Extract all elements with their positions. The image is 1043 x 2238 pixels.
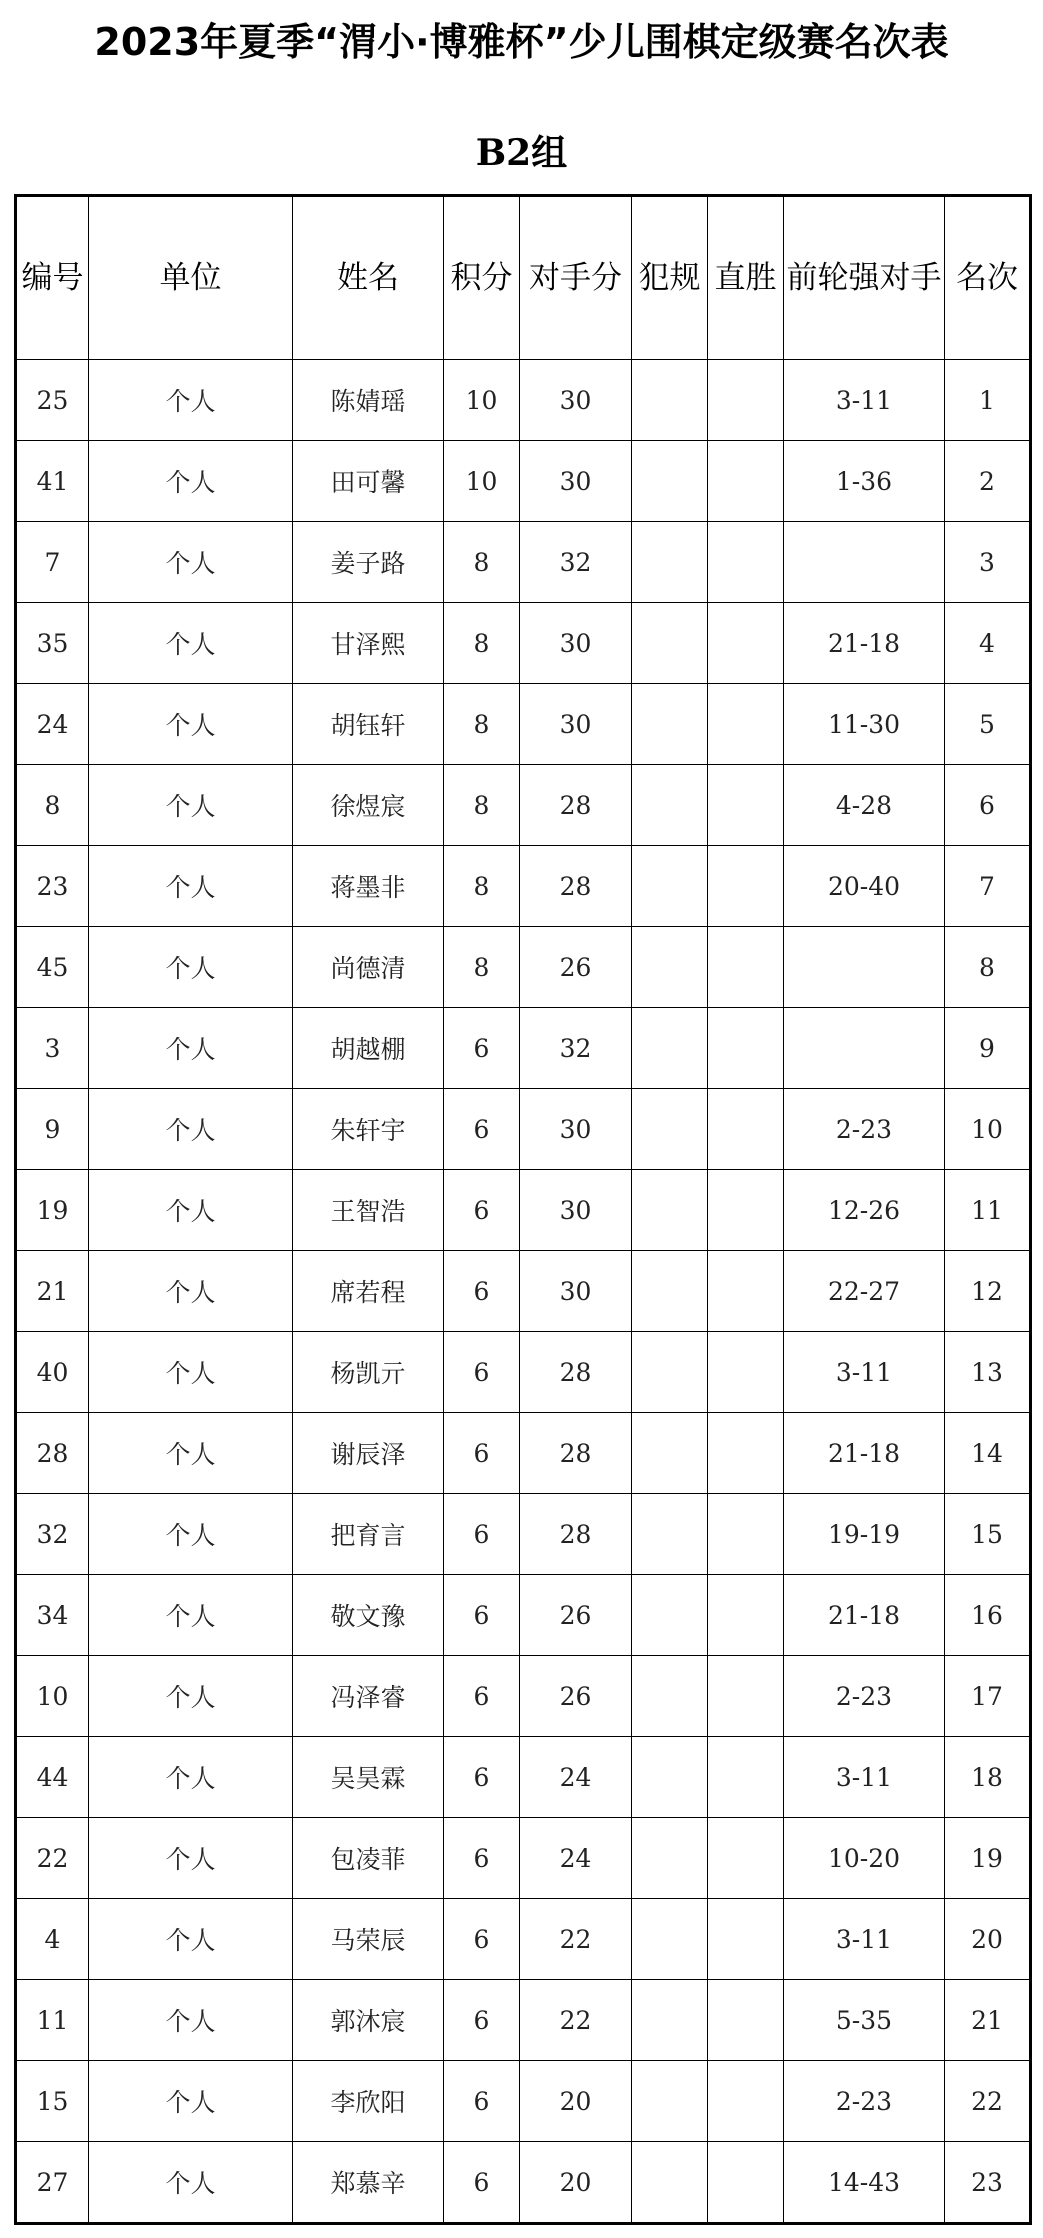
rank-cell: 6 xyxy=(945,765,1031,846)
direct-win-cell xyxy=(708,603,784,684)
fouls-cell xyxy=(632,1332,708,1413)
direct-win-cell xyxy=(708,1737,784,1818)
unit-cell: 个人 xyxy=(89,360,293,441)
table-row xyxy=(16,927,1031,1008)
table-row xyxy=(16,1008,1031,1089)
points-cell: 6 xyxy=(444,1332,520,1413)
number-cell: 7 xyxy=(16,522,89,603)
opponent-score-cell: 32 xyxy=(520,522,632,603)
table-row xyxy=(16,1656,1031,1737)
direct-win-cell xyxy=(708,684,784,765)
number-cell: 10 xyxy=(16,1656,89,1737)
header-direct-win: 直胜 xyxy=(708,196,784,360)
header-points: 积分 xyxy=(444,196,520,360)
unit-cell: 个人 xyxy=(89,1980,293,2061)
number-cell: 4 xyxy=(16,1899,89,1980)
opponent-score-cell: 26 xyxy=(520,1656,632,1737)
direct-win-cell xyxy=(708,1899,784,1980)
ranking-table xyxy=(14,194,1032,2225)
strongest-opponent-cell: 2-23 xyxy=(784,1656,945,1737)
points-cell: 8 xyxy=(444,927,520,1008)
strongest-opponent-cell: 14-43 xyxy=(784,2142,945,2224)
direct-win-cell xyxy=(708,522,784,603)
opponent-score-cell: 30 xyxy=(520,1089,632,1170)
table-row xyxy=(16,522,1031,603)
opponent-score-cell: 28 xyxy=(520,846,632,927)
rank-cell: 11 xyxy=(945,1170,1031,1251)
name-cell: 李欣阳 xyxy=(293,2061,444,2142)
opponent-score-cell: 30 xyxy=(520,1170,632,1251)
fouls-cell xyxy=(632,360,708,441)
name-cell: 郭沐宸 xyxy=(293,1980,444,2061)
table-row xyxy=(16,1494,1031,1575)
rank-cell: 5 xyxy=(945,684,1031,765)
unit-cell: 个人 xyxy=(89,1737,293,1818)
number-cell: 22 xyxy=(16,1818,89,1899)
rank-cell: 3 xyxy=(945,522,1031,603)
strongest-opponent-cell xyxy=(784,1008,945,1089)
name-cell: 郑慕辛 xyxy=(293,2142,444,2224)
header-fouls: 犯规 xyxy=(632,196,708,360)
unit-cell: 个人 xyxy=(89,522,293,603)
direct-win-cell xyxy=(708,927,784,1008)
name-cell: 陈婧瑶 xyxy=(293,360,444,441)
fouls-cell xyxy=(632,1089,708,1170)
fouls-cell xyxy=(632,846,708,927)
name-cell: 席若程 xyxy=(293,1251,444,1332)
unit-cell: 个人 xyxy=(89,1332,293,1413)
name-cell: 徐煜宸 xyxy=(293,765,444,846)
fouls-cell xyxy=(632,1008,708,1089)
unit-cell: 个人 xyxy=(89,1575,293,1656)
points-cell: 6 xyxy=(444,1818,520,1899)
opponent-score-cell: 20 xyxy=(520,2061,632,2142)
table-row xyxy=(16,1170,1031,1251)
name-cell: 胡越棚 xyxy=(293,1008,444,1089)
rank-cell: 7 xyxy=(945,846,1031,927)
unit-cell: 个人 xyxy=(89,846,293,927)
opponent-score-cell: 28 xyxy=(520,1494,632,1575)
name-cell: 杨凯亓 xyxy=(293,1332,444,1413)
rank-cell: 12 xyxy=(945,1251,1031,1332)
number-cell: 27 xyxy=(16,2142,89,2224)
table-row xyxy=(16,684,1031,765)
fouls-cell xyxy=(632,1656,708,1737)
table-row xyxy=(16,603,1031,684)
rank-cell: 16 xyxy=(945,1575,1031,1656)
opponent-score-cell: 30 xyxy=(520,1251,632,1332)
name-cell: 田可馨 xyxy=(293,441,444,522)
direct-win-cell xyxy=(708,2142,784,2224)
name-cell: 包凌菲 xyxy=(293,1818,444,1899)
direct-win-cell xyxy=(708,1332,784,1413)
unit-cell: 个人 xyxy=(89,927,293,1008)
number-cell: 21 xyxy=(16,1251,89,1332)
points-cell: 6 xyxy=(444,1008,520,1089)
rank-cell: 2 xyxy=(945,441,1031,522)
strongest-opponent-cell: 3-11 xyxy=(784,360,945,441)
name-cell: 甘泽熙 xyxy=(293,603,444,684)
opponent-score-cell: 28 xyxy=(520,765,632,846)
number-cell: 44 xyxy=(16,1737,89,1818)
points-cell: 8 xyxy=(444,603,520,684)
number-cell: 45 xyxy=(16,927,89,1008)
fouls-cell xyxy=(632,1980,708,2061)
points-cell: 8 xyxy=(444,522,520,603)
rank-cell: 17 xyxy=(945,1656,1031,1737)
opponent-score-cell: 28 xyxy=(520,1332,632,1413)
table-row xyxy=(16,765,1031,846)
unit-cell: 个人 xyxy=(89,1170,293,1251)
direct-win-cell xyxy=(708,1089,784,1170)
direct-win-cell xyxy=(708,1818,784,1899)
fouls-cell xyxy=(632,1494,708,1575)
rank-cell: 19 xyxy=(945,1818,1031,1899)
number-cell: 23 xyxy=(16,846,89,927)
table-row xyxy=(16,1575,1031,1656)
table-row xyxy=(16,360,1031,441)
direct-win-cell xyxy=(708,1170,784,1251)
opponent-score-cell: 26 xyxy=(520,927,632,1008)
points-cell: 6 xyxy=(444,1251,520,1332)
strongest-opponent-cell xyxy=(784,522,945,603)
fouls-cell xyxy=(632,2061,708,2142)
rank-cell: 22 xyxy=(945,2061,1031,2142)
name-cell: 敬文豫 xyxy=(293,1575,444,1656)
number-cell: 34 xyxy=(16,1575,89,1656)
fouls-cell xyxy=(632,1413,708,1494)
direct-win-cell xyxy=(708,360,784,441)
unit-cell: 个人 xyxy=(89,1899,293,1980)
rank-cell: 18 xyxy=(945,1737,1031,1818)
table-row xyxy=(16,1413,1031,1494)
strongest-opponent-cell: 21-18 xyxy=(784,1413,945,1494)
name-cell: 马荣辰 xyxy=(293,1899,444,1980)
strongest-opponent-cell: 10-20 xyxy=(784,1818,945,1899)
strongest-opponent-cell: 1-36 xyxy=(784,441,945,522)
fouls-cell xyxy=(632,1737,708,1818)
rank-cell: 4 xyxy=(945,603,1031,684)
rank-cell: 20 xyxy=(945,1899,1031,1980)
opponent-score-cell: 22 xyxy=(520,1980,632,2061)
number-cell: 32 xyxy=(16,1494,89,1575)
direct-win-cell xyxy=(708,765,784,846)
number-cell: 9 xyxy=(16,1089,89,1170)
number-cell: 28 xyxy=(16,1413,89,1494)
name-cell: 吴昊霖 xyxy=(293,1737,444,1818)
unit-cell: 个人 xyxy=(89,684,293,765)
number-cell: 40 xyxy=(16,1332,89,1413)
strongest-opponent-cell: 3-11 xyxy=(784,1332,945,1413)
name-cell: 胡钰轩 xyxy=(293,684,444,765)
fouls-cell xyxy=(632,1899,708,1980)
fouls-cell xyxy=(632,2142,708,2224)
fouls-cell xyxy=(632,1251,708,1332)
group-title: B2组 xyxy=(475,132,568,174)
table-body xyxy=(16,360,1031,2224)
unit-cell: 个人 xyxy=(89,1494,293,1575)
rank-cell: 9 xyxy=(945,1008,1031,1089)
points-cell: 6 xyxy=(444,1170,520,1251)
table-row xyxy=(16,441,1031,522)
direct-win-cell xyxy=(708,1251,784,1332)
number-cell: 35 xyxy=(16,603,89,684)
table-row xyxy=(16,1737,1031,1818)
table-row xyxy=(16,1251,1031,1332)
points-cell: 6 xyxy=(444,1494,520,1575)
fouls-cell xyxy=(632,603,708,684)
table-row xyxy=(16,1899,1031,1980)
table-row xyxy=(16,846,1031,927)
number-cell: 15 xyxy=(16,2061,89,2142)
direct-win-cell xyxy=(708,1008,784,1089)
table-row xyxy=(16,2061,1031,2142)
unit-cell: 个人 xyxy=(89,441,293,522)
header-name: 姓名 xyxy=(293,196,444,360)
strongest-opponent-cell: 22-27 xyxy=(784,1251,945,1332)
points-cell: 6 xyxy=(444,1575,520,1656)
rank-cell: 15 xyxy=(945,1494,1031,1575)
header-strongest-opponent: 前轮强对手 xyxy=(784,196,945,360)
name-cell: 姜子路 xyxy=(293,522,444,603)
header-number: 编号 xyxy=(16,196,89,360)
header-opponent-score: 对手分 xyxy=(520,196,632,360)
strongest-opponent-cell: 2-23 xyxy=(784,1089,945,1170)
opponent-score-cell: 28 xyxy=(520,1413,632,1494)
strongest-opponent-cell: 5-35 xyxy=(784,1980,945,2061)
points-cell: 6 xyxy=(444,1980,520,2061)
unit-cell: 个人 xyxy=(89,1089,293,1170)
number-cell: 25 xyxy=(16,360,89,441)
name-cell: 谢辰泽 xyxy=(293,1413,444,1494)
points-cell: 6 xyxy=(444,1413,520,1494)
name-cell: 蒋墨非 xyxy=(293,846,444,927)
opponent-score-cell: 22 xyxy=(520,1899,632,1980)
rank-cell: 1 xyxy=(945,360,1031,441)
table-header-row xyxy=(16,196,1031,360)
strongest-opponent-cell: 19-19 xyxy=(784,1494,945,1575)
strongest-opponent-cell: 11-30 xyxy=(784,684,945,765)
points-cell: 8 xyxy=(444,846,520,927)
unit-cell: 个人 xyxy=(89,1413,293,1494)
page-title: 2023年夏季“渭小·博雅杯”少儿围棋定级赛名次表 xyxy=(94,20,949,64)
unit-cell: 个人 xyxy=(89,1818,293,1899)
strongest-opponent-cell: 20-40 xyxy=(784,846,945,927)
header-unit: 单位 xyxy=(89,196,293,360)
direct-win-cell xyxy=(708,1413,784,1494)
name-cell: 朱轩宇 xyxy=(293,1089,444,1170)
direct-win-cell xyxy=(708,1575,784,1656)
direct-win-cell xyxy=(708,846,784,927)
table-row xyxy=(16,2142,1031,2224)
table-row xyxy=(16,1332,1031,1413)
strongest-opponent-cell: 4-28 xyxy=(784,765,945,846)
strongest-opponent-cell: 21-18 xyxy=(784,1575,945,1656)
rank-cell: 8 xyxy=(945,927,1031,1008)
unit-cell: 个人 xyxy=(89,2061,293,2142)
table-row xyxy=(16,1818,1031,1899)
fouls-cell xyxy=(632,684,708,765)
rank-cell: 21 xyxy=(945,1980,1031,2061)
direct-win-cell xyxy=(708,1656,784,1737)
direct-win-cell xyxy=(708,1980,784,2061)
rank-cell: 13 xyxy=(945,1332,1031,1413)
strongest-opponent-cell: 12-26 xyxy=(784,1170,945,1251)
direct-win-cell xyxy=(708,441,784,522)
opponent-score-cell: 30 xyxy=(520,360,632,441)
fouls-cell xyxy=(632,1575,708,1656)
number-cell: 41 xyxy=(16,441,89,522)
name-cell: 把育言 xyxy=(293,1494,444,1575)
opponent-score-cell: 32 xyxy=(520,1008,632,1089)
strongest-opponent-cell: 3-11 xyxy=(784,1899,945,1980)
rank-cell: 10 xyxy=(945,1089,1031,1170)
number-cell: 8 xyxy=(16,765,89,846)
unit-cell: 个人 xyxy=(89,765,293,846)
direct-win-cell xyxy=(708,2061,784,2142)
name-cell: 尚德清 xyxy=(293,927,444,1008)
number-cell: 19 xyxy=(16,1170,89,1251)
fouls-cell xyxy=(632,765,708,846)
strongest-opponent-cell xyxy=(784,927,945,1008)
number-cell: 11 xyxy=(16,1980,89,2061)
points-cell: 6 xyxy=(444,2061,520,2142)
points-cell: 8 xyxy=(444,765,520,846)
fouls-cell xyxy=(632,1818,708,1899)
unit-cell: 个人 xyxy=(89,2142,293,2224)
strongest-opponent-cell: 2-23 xyxy=(784,2061,945,2142)
opponent-score-cell: 30 xyxy=(520,603,632,684)
table-row xyxy=(16,1089,1031,1170)
direct-win-cell xyxy=(708,1494,784,1575)
unit-cell: 个人 xyxy=(89,1656,293,1737)
opponent-score-cell: 26 xyxy=(520,1575,632,1656)
unit-cell: 个人 xyxy=(89,1008,293,1089)
number-cell: 3 xyxy=(16,1008,89,1089)
number-cell: 24 xyxy=(16,684,89,765)
points-cell: 8 xyxy=(444,684,520,765)
opponent-score-cell: 30 xyxy=(520,684,632,765)
name-cell: 王智浩 xyxy=(293,1170,444,1251)
points-cell: 6 xyxy=(444,1656,520,1737)
points-cell: 6 xyxy=(444,1737,520,1818)
fouls-cell xyxy=(632,927,708,1008)
opponent-score-cell: 24 xyxy=(520,1818,632,1899)
points-cell: 10 xyxy=(444,441,520,522)
rank-cell: 23 xyxy=(945,2142,1031,2224)
strongest-opponent-cell: 3-11 xyxy=(784,1737,945,1818)
fouls-cell xyxy=(632,1170,708,1251)
strongest-opponent-cell: 21-18 xyxy=(784,603,945,684)
points-cell: 10 xyxy=(444,360,520,441)
name-cell: 冯泽睿 xyxy=(293,1656,444,1737)
opponent-score-cell: 24 xyxy=(520,1737,632,1818)
unit-cell: 个人 xyxy=(89,603,293,684)
points-cell: 6 xyxy=(444,1089,520,1170)
rank-cell: 14 xyxy=(945,1413,1031,1494)
fouls-cell xyxy=(632,522,708,603)
unit-cell: 个人 xyxy=(89,1251,293,1332)
header-rank: 名次 xyxy=(945,196,1031,360)
opponent-score-cell: 20 xyxy=(520,2142,632,2224)
points-cell: 6 xyxy=(444,2142,520,2224)
table-row xyxy=(16,1980,1031,2061)
fouls-cell xyxy=(632,441,708,522)
opponent-score-cell: 30 xyxy=(520,441,632,522)
points-cell: 6 xyxy=(444,1899,520,1980)
